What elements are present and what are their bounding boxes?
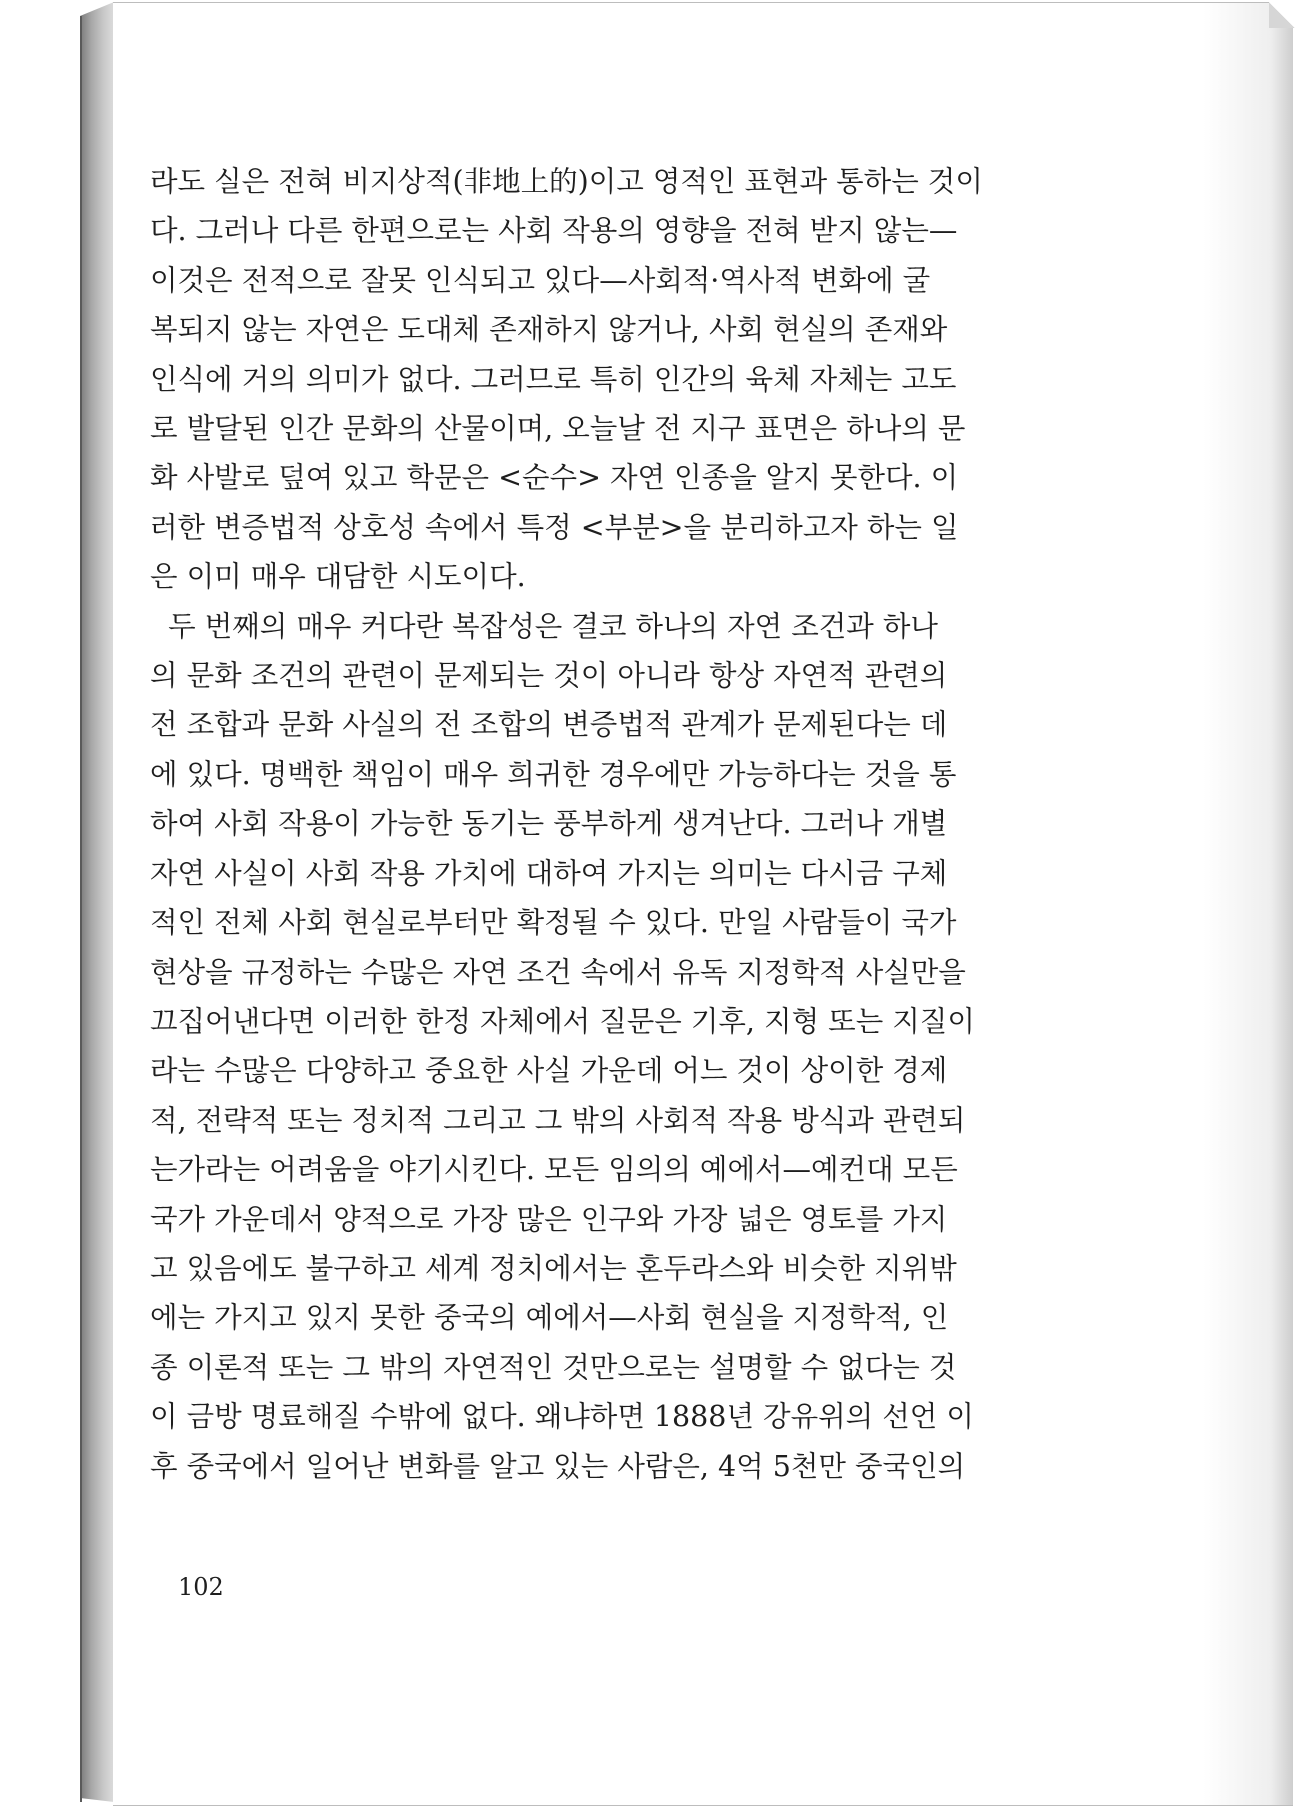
text-line: 자연 사실이 사회 작용 가치에 대하여 가지는 의미는 다시금 구체 (150, 856, 948, 890)
text-line: 러한 변증법적 상호성 속에서 특정 <부분>을 분리하고자 하는 일 (150, 510, 959, 544)
text-line: 라도 실은 전혀 비지상적(非地上的)이고 영적인 표현과 통하는 것이 (150, 165, 983, 198)
text-line: 적, 전략적 또는 정치적 그리고 그 밖의 사회적 작용 방식과 관련되 (150, 1103, 966, 1137)
text-line: 복되지 않는 자연은 도대체 존재하지 않거나, 사회 현실의 존재와 (150, 313, 948, 347)
page-shadow (1203, 3, 1293, 1805)
text-line: 화 사발로 덮여 있고 학문은 <순수> 자연 인종을 알지 못한다. 이 (150, 461, 959, 495)
text-line: 두 번째의 매우 커다란 복잡성은 결코 하나의 자연 조건과 하나 (150, 609, 938, 643)
text-line: 는가라는 어려움을 야기시킨다. 모든 임의의 예에서—예컨대 모든 (150, 1153, 958, 1187)
text-line: 라는 수많은 다양하고 중요한 사실 가운데 어느 것이 상이한 경제 (150, 1054, 948, 1088)
text-line: 종 이론적 또는 그 밖의 자연적인 것만으로는 설명할 수 없다는 것 (150, 1350, 957, 1384)
text-line: 하여 사회 작용이 가능한 동기는 풍부하게 생겨난다. 그러나 개별 (150, 807, 948, 841)
text-line: 고 있음에도 불구하고 세계 정치에서는 혼두라스와 비슷한 지위밖 (150, 1251, 957, 1285)
text-line: 후 중국에서 일어난 변화를 알고 있는 사람은, 4억 5천만 중국인의 (150, 1449, 966, 1483)
text-line: 이것은 전적으로 잘못 인식되고 있다—사회적·역사적 변화에 굴 (150, 263, 931, 297)
body-text (150, 157, 1150, 1491)
text-line: 의 문화 조건의 관련이 문제되는 것이 아니라 항상 자연적 관련의 (150, 659, 948, 693)
text-line: 인식에 거의 의미가 없다. 그러므로 특히 인간의 육체 자체는 고도 (150, 362, 957, 396)
text-line: 현상을 규정하는 수많은 자연 조건 속에서 유독 지정학적 사실만을 (150, 955, 966, 989)
page-number: 102 (178, 1573, 224, 1601)
text-line: 이 금방 명료해질 수밖에 없다. 왜냐하면 1888년 강유위의 선언 이 (150, 1400, 974, 1434)
text-line: 전 조합과 문화 사실의 전 조합의 변증법적 관계가 문제된다는 데 (150, 708, 948, 742)
book-spine-line (80, 16, 82, 1802)
text-line: 국가 가운데서 양적으로 가장 많은 인구와 가장 넓은 영토를 가지 (150, 1202, 948, 1236)
text-line: 로 발달된 인간 문화의 산물이며, 오늘날 전 지구 표면은 하나의 문 (150, 412, 966, 446)
book-spine-edge (80, 2, 114, 1802)
page-corner-fold (1269, 2, 1295, 28)
text-line: 끄집어낸다면 이러한 한정 자체에서 질문은 기후, 지형 또는 지질이 (150, 1004, 975, 1038)
text-line: 에는 가지고 있지 못한 중국의 예에서—사회 현실을 지정학적, 인 (150, 1301, 949, 1335)
text-line: 다. 그러나 다른 한편으로는 사회 작용의 영향을 전혀 받지 않는— (150, 214, 958, 248)
text-line: 에 있다. 명백한 책임이 매우 희귀한 경우에만 가능하다는 것을 통 (150, 757, 957, 791)
text-line: 은 이미 매우 대담한 시도이다. (150, 560, 526, 594)
text-line: 적인 전체 사회 현실로부터만 확정될 수 있다. 만일 사람들이 국가 (150, 906, 957, 940)
